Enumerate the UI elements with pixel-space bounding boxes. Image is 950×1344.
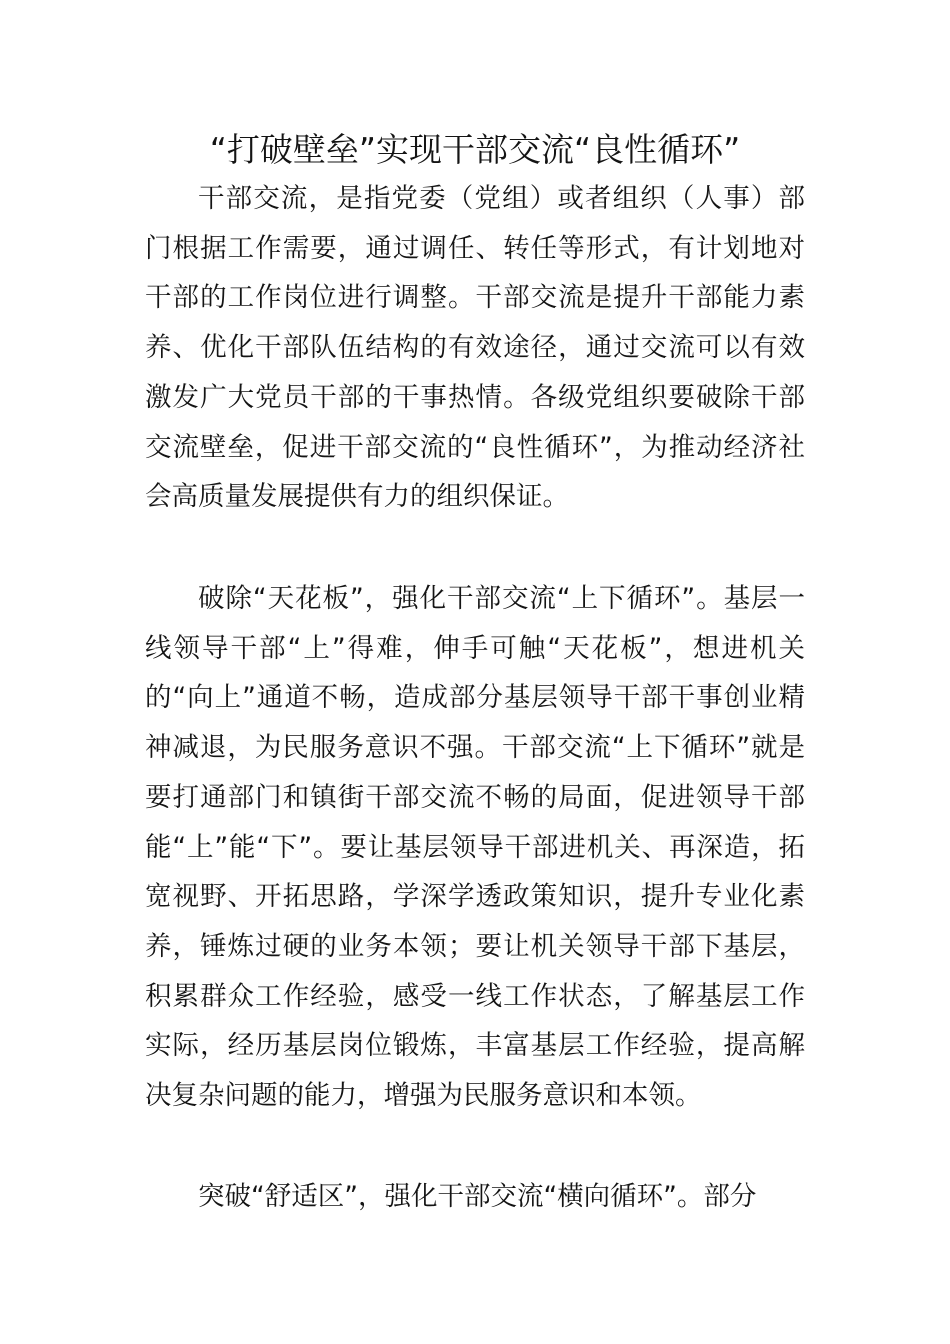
paragraph-vertical-circulation: 破除“天花板”，强化干部交流“上下循环”。基层一线领导干部“上”得难，伸手可触“天花板”，想进机关的“向上”通道不畅，造成部分基层领导干部干事创业精神减退，为民服务意识不强。干部交流“上下循环”就是要打通部门和镇街干部交流不畅的局面，促进领导干部能“上”能“下”。要让基层领导干部进机关、再深造，拓宽视野、开拓思路，学深学透政策知识，提升专业化素养，锤炼过硬的业务本领；要让机关领导干部下基层，积累群众工作经验，感受一线工作状态，了解基层工作实际，经历基层岗位锻炼，丰富基层工作经验，提高解决复杂问题的能力，增强为民服务意识和本领。 <box>145 583 805 1112</box>
paragraph-horizontal-circulation: 突破“舒适区”，强化干部交流“横向循环”。部分 <box>198 1181 757 1212</box>
paragraph-intro: 干部交流，是指党委（党组）或者组织（人事）部门根据工作需要，通过调任、转任等形式，有计划地对干部的工作岗位进行调整。干部交流是提升干部能力素养、优化干部队伍结构的有效途径，通过交流可以有效激发广大党员干部的干事热情。各级党组织要破除干部交流壁垒，促进干部交流的“良性循环”，为推动经济社会高质量发展提供有力的组织保证。 <box>145 183 805 513</box>
document-title: “打破壁垒”实现干部交流“良性循环” <box>209 130 741 169</box>
